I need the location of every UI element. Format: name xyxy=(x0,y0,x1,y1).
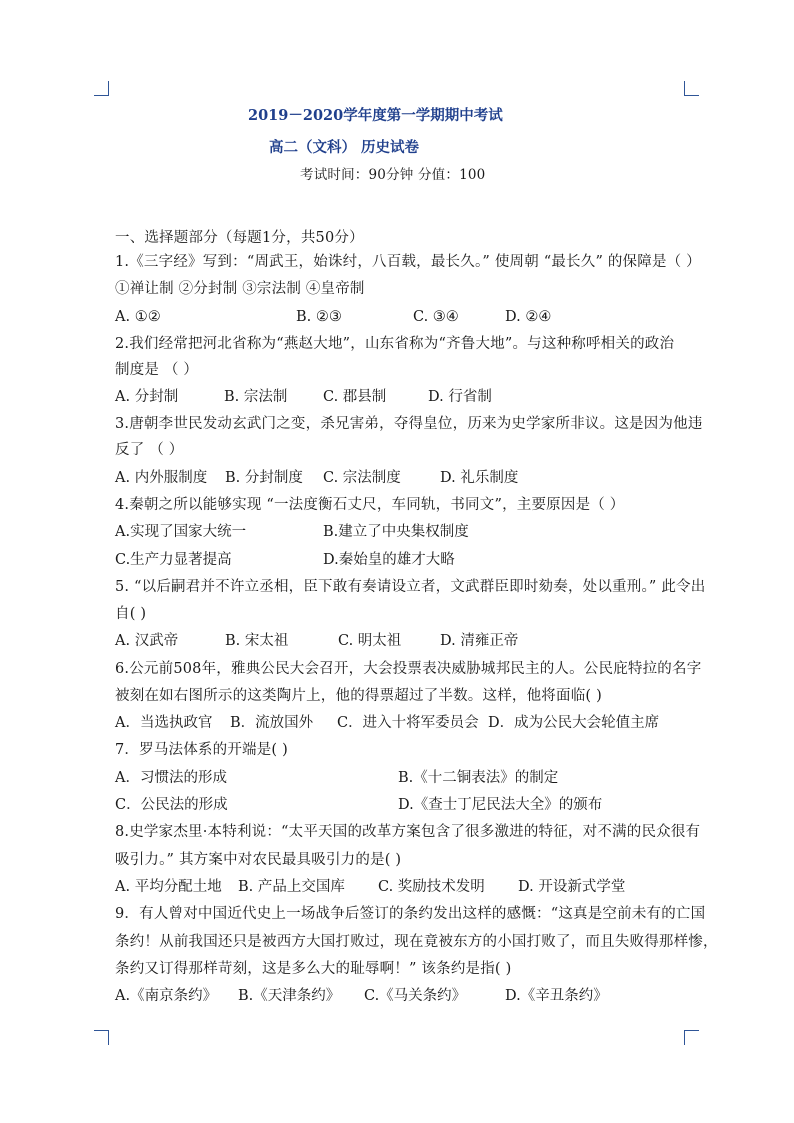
question-9-option-c[interactable]: C.《马关条约》 xyxy=(364,988,467,1004)
question-1-option-a[interactable]: A. ①② xyxy=(115,309,161,325)
question-5-option-b[interactable]: B. 宋太祖 xyxy=(225,633,289,649)
question-1-option-b[interactable]: B. ②③ xyxy=(296,309,342,325)
question-6-stem-cont: 被刻在如右图所示的这类陶片上，他的得票超过了半数。这样，他将面临( ) xyxy=(115,688,602,704)
question-9-stem-cont: 条约！从前我国还只是被西方大国打败过，现在竟被东方的小国打败了，而且失败得那样惨， xyxy=(115,934,718,950)
question-7-option-a[interactable]: A．习惯法的形成 xyxy=(115,770,227,786)
question-5-option-a[interactable]: A. 汉武帝 xyxy=(115,633,179,649)
question-7-option-d[interactable]: D.《查士丁尼民法大全》的颁布 xyxy=(398,797,603,813)
exam-subtitle: 高二（文科） 历史试卷 xyxy=(269,139,420,156)
question-4-stem: 4.秦朝之所以能够实现 “一法度衡石丈尺，车同轨，书同文”，主要原因是（ ） xyxy=(115,497,625,513)
question-2-option-b[interactable]: B. 宗法制 xyxy=(224,389,288,405)
crop-mark-top-left xyxy=(94,81,109,96)
question-5-stem-cont: 自( ) xyxy=(115,606,147,622)
question-9-option-b[interactable]: B.《天津条约》 xyxy=(238,988,341,1004)
question-4-option-c[interactable]: C.生产力显著提高 xyxy=(115,552,232,568)
crop-mark-top-right xyxy=(684,81,699,96)
question-8-option-d[interactable]: D. 开设新式学堂 xyxy=(518,879,626,895)
question-1-option-c[interactable]: C. ③④ xyxy=(413,309,459,325)
question-8-option-a[interactable]: A. 平均分配土地 xyxy=(115,879,222,895)
question-9-option-d[interactable]: D.《辛丑条约》 xyxy=(505,988,608,1004)
question-5-stem: 5. “以后嗣君并不许立丞相，臣下敢有奏请设立者，文武群臣即时劾奏，处以重刑。” 此令出 xyxy=(115,579,706,595)
question-1-option-d[interactable]: D. ②④ xyxy=(505,309,552,325)
question-2-option-c[interactable]: C. 郡县制 xyxy=(323,389,387,405)
question-7-stem: 7．罗马法体系的开端是( ) xyxy=(115,742,288,758)
question-2-stem: 2.我们经常把河北省称为“燕赵大地”，山东省称为“齐鲁大地”。与这种称呼相关的政治 xyxy=(115,336,675,352)
question-3-option-c[interactable]: C. 宗法制度 xyxy=(323,470,401,486)
question-3-stem: 3.唐朝李世民发动玄武门之变，杀兄害弟，夺得皇位，历来为史学家所非议。这是因为他违 xyxy=(115,416,703,432)
question-3-option-d[interactable]: D. 礼乐制度 xyxy=(440,470,519,486)
question-8-option-c[interactable]: C. 奖励技术发明 xyxy=(378,879,485,895)
question-1-items: ①禅让制 ②分封制 ③宗法制 ④皇帝制 xyxy=(115,281,365,297)
question-2-stem-cont: 制度是 （ ） xyxy=(115,362,199,378)
exam-info: 考试时间：90分钟 分值：100 xyxy=(300,167,486,183)
question-2-option-d[interactable]: D. 行省制 xyxy=(428,389,492,405)
question-4-option-d[interactable]: D.秦始皇的雄才大略 xyxy=(323,552,455,568)
question-6-option-b[interactable]: B．流放国外 xyxy=(230,715,314,731)
question-3-option-a[interactable]: A. 内外服制度 xyxy=(115,470,208,486)
question-5-option-d[interactable]: D. 清雍正帝 xyxy=(440,633,519,649)
question-6-option-c[interactable]: C．进入十将军委员会 xyxy=(337,715,479,731)
question-3-option-b[interactable]: B. 分封制度 xyxy=(225,470,303,486)
question-4-option-a[interactable]: A.实现了国家大统一 xyxy=(115,524,247,540)
crop-mark-bottom-left xyxy=(94,1030,109,1045)
question-5-option-c[interactable]: C. 明太祖 xyxy=(338,633,402,649)
question-7-option-b[interactable]: B.《十二铜表法》的制定 xyxy=(398,770,559,786)
question-8-option-b[interactable]: B. 产品上交国库 xyxy=(238,879,345,895)
question-6-stem: 6.公元前508年，雅典公民大会召开，大会投票表决威胁城邦民主的人。公民庇特拉的名字 xyxy=(115,661,702,677)
question-9-stem-cont-2: 条约又订得那样苛刻，这是多么大的耻辱啊！” 该条约是指( ) xyxy=(115,961,512,977)
question-8-stem: 8.史学家杰里·本特利说：“太平天国的改革方案包含了很多激进的特征，对不满的民众很有 xyxy=(115,824,701,840)
question-6-option-a[interactable]: A．当选执政官 xyxy=(115,715,213,731)
question-6-option-d[interactable]: D．成为公民大会轮值主席 xyxy=(488,715,660,731)
question-2-option-a[interactable]: A. 分封制 xyxy=(115,389,179,405)
crop-mark-bottom-right xyxy=(684,1030,699,1045)
question-8-stem-cont: 吸引力。” 其方案中对农民最具吸引力的是( ) xyxy=(115,852,402,868)
question-7-option-c[interactable]: C．公民法的形成 xyxy=(115,797,228,813)
question-3-stem-cont: 反了 （ ） xyxy=(115,442,184,458)
exam-title: 2019－2020学年度第一学期期中考试 xyxy=(248,107,503,124)
question-9-stem: 9．有人曾对中国近代史上一场战争后签订的条约发出这样的感慨：“这真是空前未有的亡国 xyxy=(115,906,706,922)
question-4-option-b[interactable]: B.建立了中央集权制度 xyxy=(323,524,469,540)
question-9-option-a[interactable]: A.《南京条约》 xyxy=(115,988,218,1004)
section-heading: 一、选择题部分（每题1分，共50分） xyxy=(115,230,364,246)
question-1-stem: 1.《三字经》写到：“周武王，始诛纣，八百载，最长久。” 使周朝 “最长久” 的保障是（ ） xyxy=(115,254,701,270)
